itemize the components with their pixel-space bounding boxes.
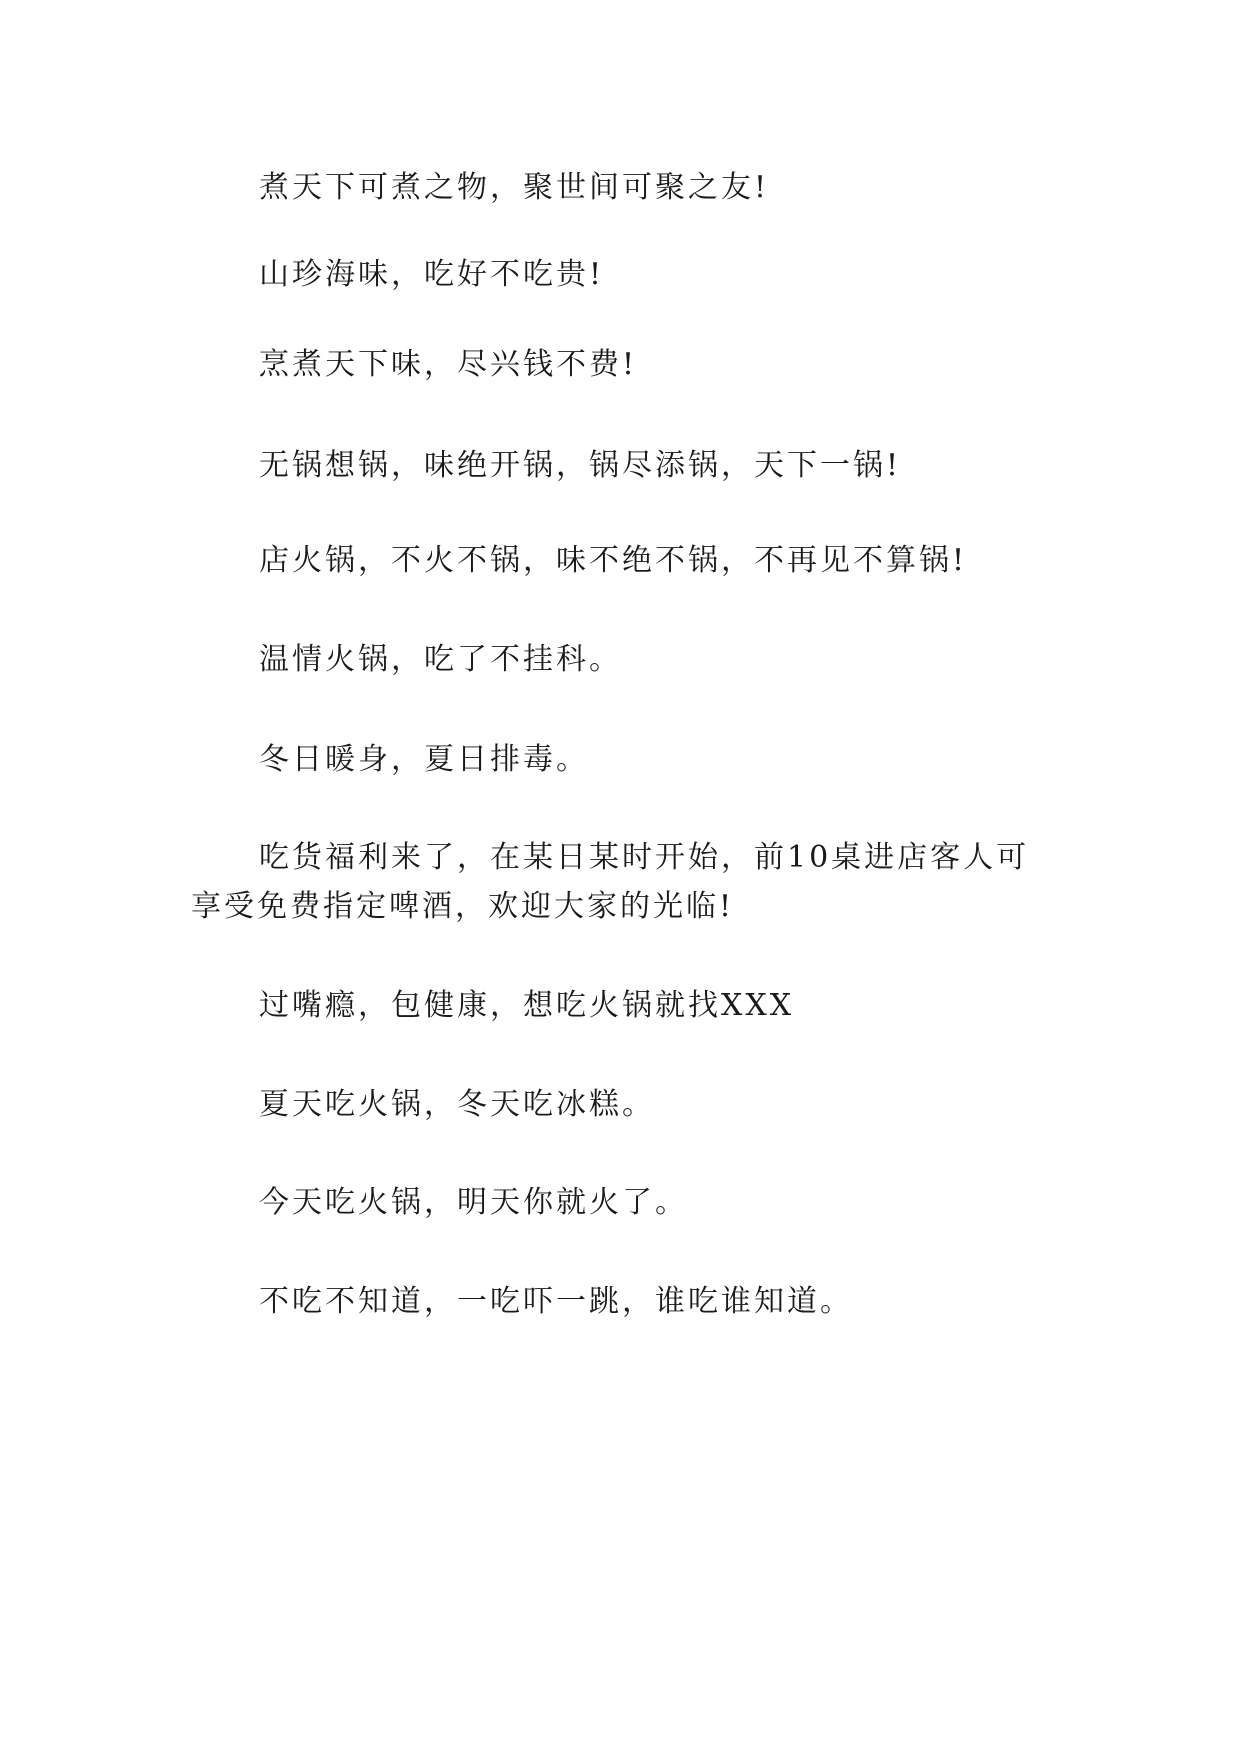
paragraph-8-line-2: 享受免费指定啤酒，欢迎大家的光临! [191, 889, 735, 924]
paragraph-4: 无锅想锅，味绝开锅，锅尽添锅，天下一锅! [259, 448, 902, 483]
paragraph-7: 冬日暖身，夏日排毒。 [259, 742, 589, 777]
paragraph-8-line-1: 吃货福利来了，在某日某时开始，前10桌进店客人可 [259, 840, 1030, 875]
paragraph-9: 过嘴瘾，包健康，想吃火锅就找XXX [259, 988, 795, 1023]
paragraph-10: 夏天吃火锅，冬天吃冰糕。 [259, 1087, 655, 1122]
paragraph-12: 不吃不知道，一吃吓一跳，谁吃谁知道。 [259, 1284, 853, 1319]
paragraph-2: 山珍海味，吃好不吃贵! [259, 257, 605, 292]
paragraph-11: 今天吃火锅，明天你就火了。 [259, 1185, 688, 1220]
paragraph-5: 店火锅，不火不锅，味不绝不锅，不再见不算锅! [259, 543, 968, 578]
paragraph-3: 烹煮天下味，尽兴钱不费! [259, 347, 638, 382]
paragraph-1: 煮天下可煮之物，聚世间可聚之友! [259, 170, 770, 205]
paragraph-6: 温情火锅，吃了不挂科。 [259, 642, 622, 677]
